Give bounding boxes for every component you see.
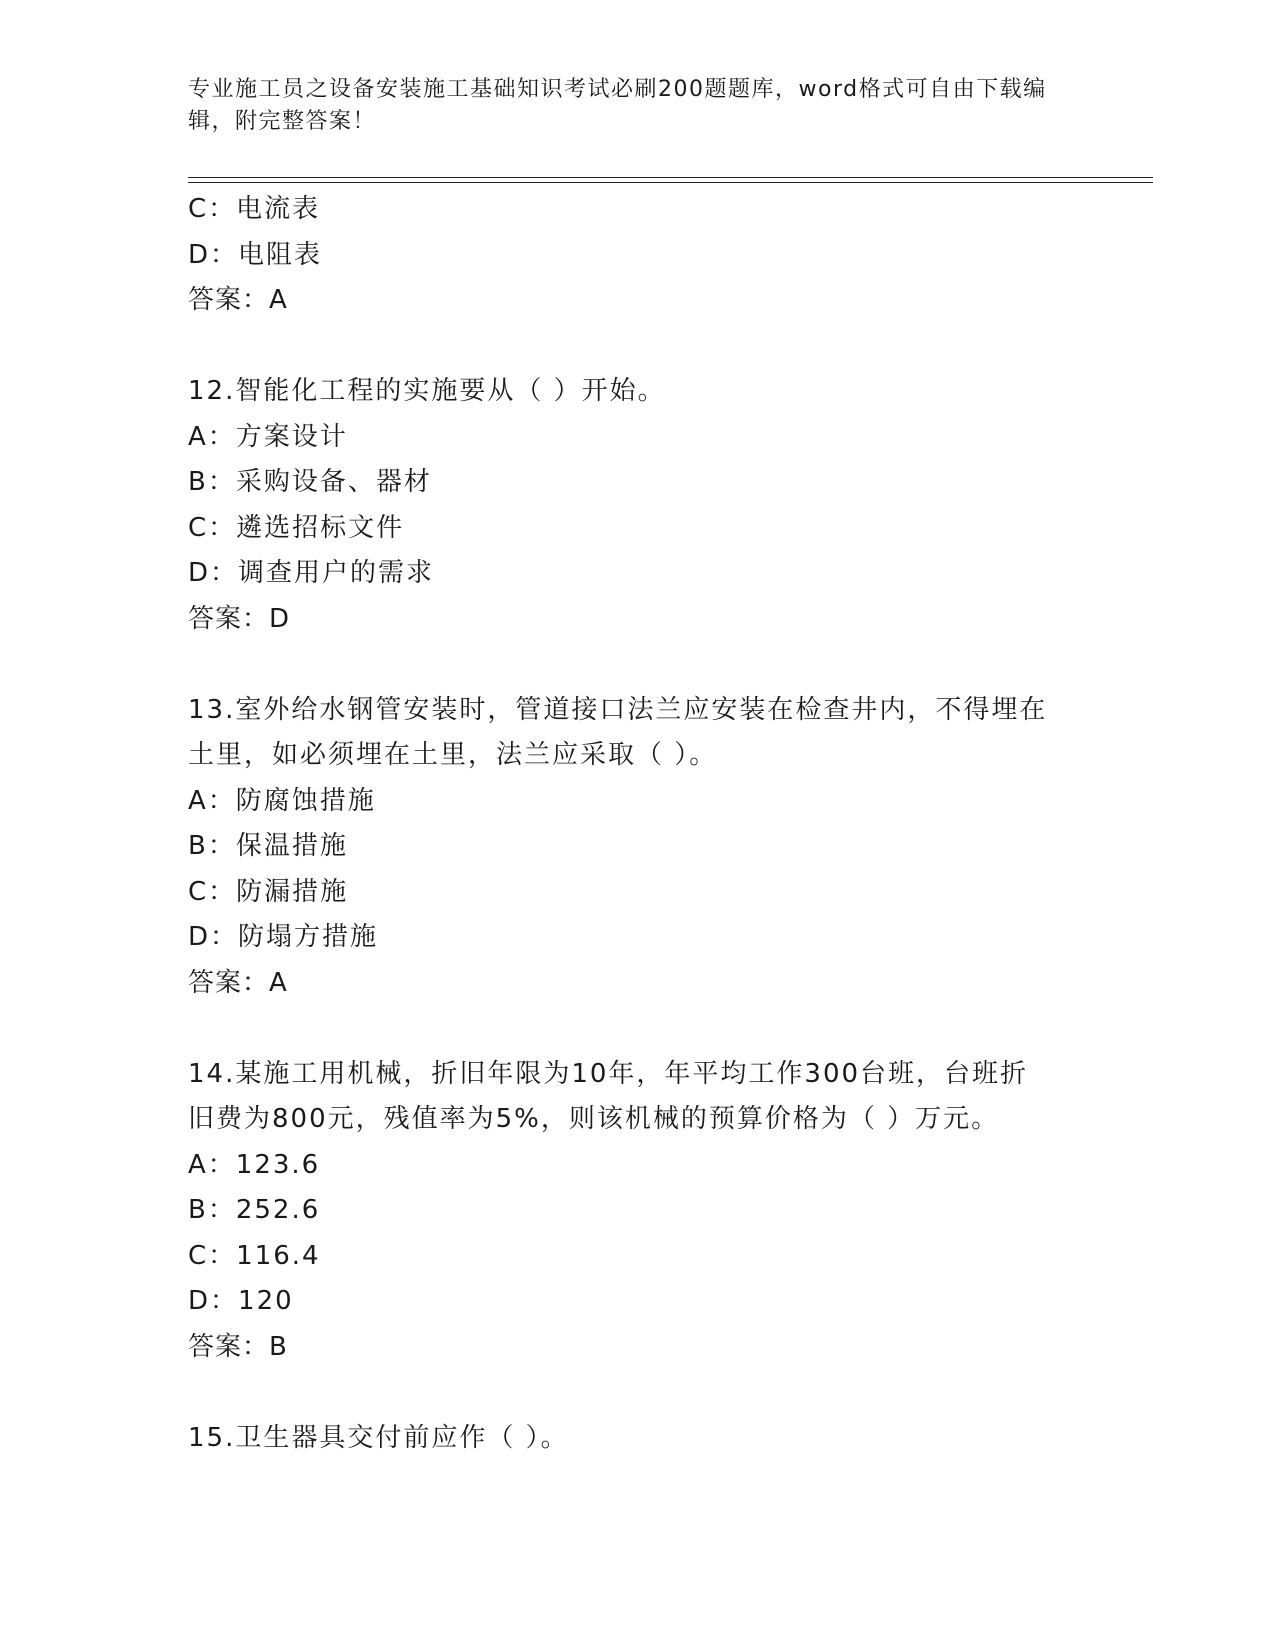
question-15 [188,1416,1088,1462]
question-12 [188,369,1088,642]
question-stem-line-2: 旧费为800元，残值率为5%，则该机械的预算价格为（ ）万元。 [188,1104,1000,1134]
option-c: C：防漏措施 [188,876,349,907]
question-stem-line-1: 14.某施工用机械，折旧年限为10年，年平均工作300台班，台班折 [188,1058,1029,1089]
option-b: B：保温措施 [188,831,348,861]
option-d: D：防塌方措施 [188,922,379,952]
option-b: B：采购设备、器材 [188,467,432,497]
option-c: C：电流表 [188,194,321,224]
option-d: D：电阻表 [188,239,323,270]
question-stem-line-1: 13.室外给水钢管安装时，管道接口法兰应安装在检查井内，不得埋在 [188,694,1048,725]
option-c: C：116.4 [188,1240,321,1271]
document-header: 专业施工员之设备安装施工基础知识考试必刷200题题库，word格式可自由下载编辑，附完整答案！ [188,77,1047,134]
answer-line: 答案：D [188,603,291,634]
header-divider [188,177,1153,178]
question-11-continued [188,187,1088,324]
header-divider-double [188,182,1153,183]
option-d: D：调查用户的需求 [188,558,435,588]
option-a: A：123.6 [188,1149,321,1180]
option-a: A：方案设计 [188,421,348,452]
answer-line: 答案：A [188,967,288,998]
question-14 [188,1052,1088,1371]
option-a: A：防腐蚀措施 [188,785,376,816]
option-d: D：120 [188,1286,294,1316]
answer-line: 答案：A [188,285,288,315]
question-stem-line-2: 土里，如必须埋在土里，法兰应采取（ ）。 [188,740,718,770]
option-c: C：遴选招标文件 [188,512,405,543]
question-stem: 15.卫生器具交付前应作（ ）。 [188,1422,569,1453]
option-b: B：252.6 [188,1195,321,1225]
answer-line: 答案：B [188,1331,288,1362]
question-stem: 12.智能化工程的实施要从（ ）开始。 [188,376,666,406]
question-13 [188,688,1088,1007]
question-list [188,187,1088,1461]
